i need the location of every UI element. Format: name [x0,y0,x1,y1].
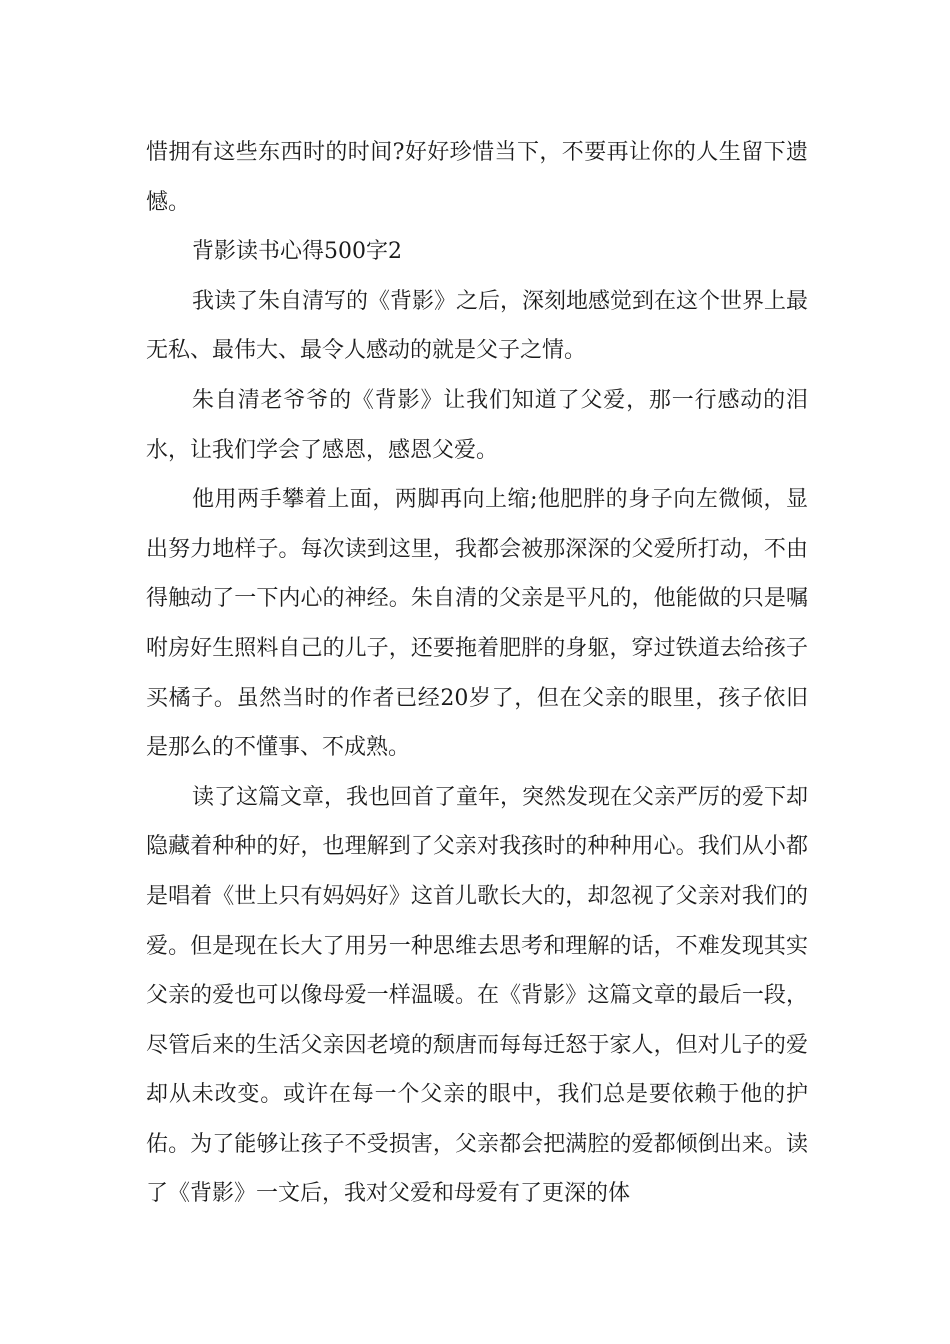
paragraph: 我读了朱自清写的《背影》之后，深刻地感觉到在这个世界上最无私、最伟大、最令人感动的就是父子之情。 [146,288,809,364]
document-page [146,128,808,1219]
paragraph: 朱自清老爷爷的《背影》让我们知道了父爱，那一行感动的泪水，让我们学会了感恩，感恩父爱。 [146,387,808,463]
paragraph: 读了这篇文章，我也回首了童年，突然发现在父亲严厉的爱下却隐藏着种种的好，也理解到了父亲对我孩时的种种用心。我们从小都是唱着《世上只有妈妈好》这首儿歌长大的，却忽视了父亲对我们的爱。但是现在长大了用另一种思维去思考和理解的话，不难发现其实父亲的爱也可以像母爱一样温暖。在《背影》这篇文章的最后一段，尽管后来的生活父亲因老境的颓唐而每每迁怒于家人，但对儿子的爱却从未改变。或许在每一个父亲的眼中，我们总是要依赖于他的护佑。为了能够让孩子不受损害，父亲都会把满腔的爱都倾倒出来。读了《背影》一文后，我对父爱和母爱有了更深的体 [146,784,809,1207]
paragraph-continuation: 惜拥有这些东西时的时间?好好珍惜当下，不要再让你的人生留下遗憾。 [146,140,808,215]
paragraph: 他用两手攀着上面，两脚再向上缩;他肥胖的身子向左微倾，显出努力地样子。每次读到这里，我都会被那深深的父爱所打动，不由得触动了一下内心的神经。朱自清的父亲是平凡的，他能做的只是嘱咐房好生照料自己的儿子，还要拖着肥胖的身躯，穿过铁道去给孩子买橘子。虽然当时的作者已经20岁了，但在父亲的眼里，孩子依旧是那么的不懂事、不成熟。 [146,487,808,761]
section-heading: 背影读书心得500字2 [192,239,402,265]
